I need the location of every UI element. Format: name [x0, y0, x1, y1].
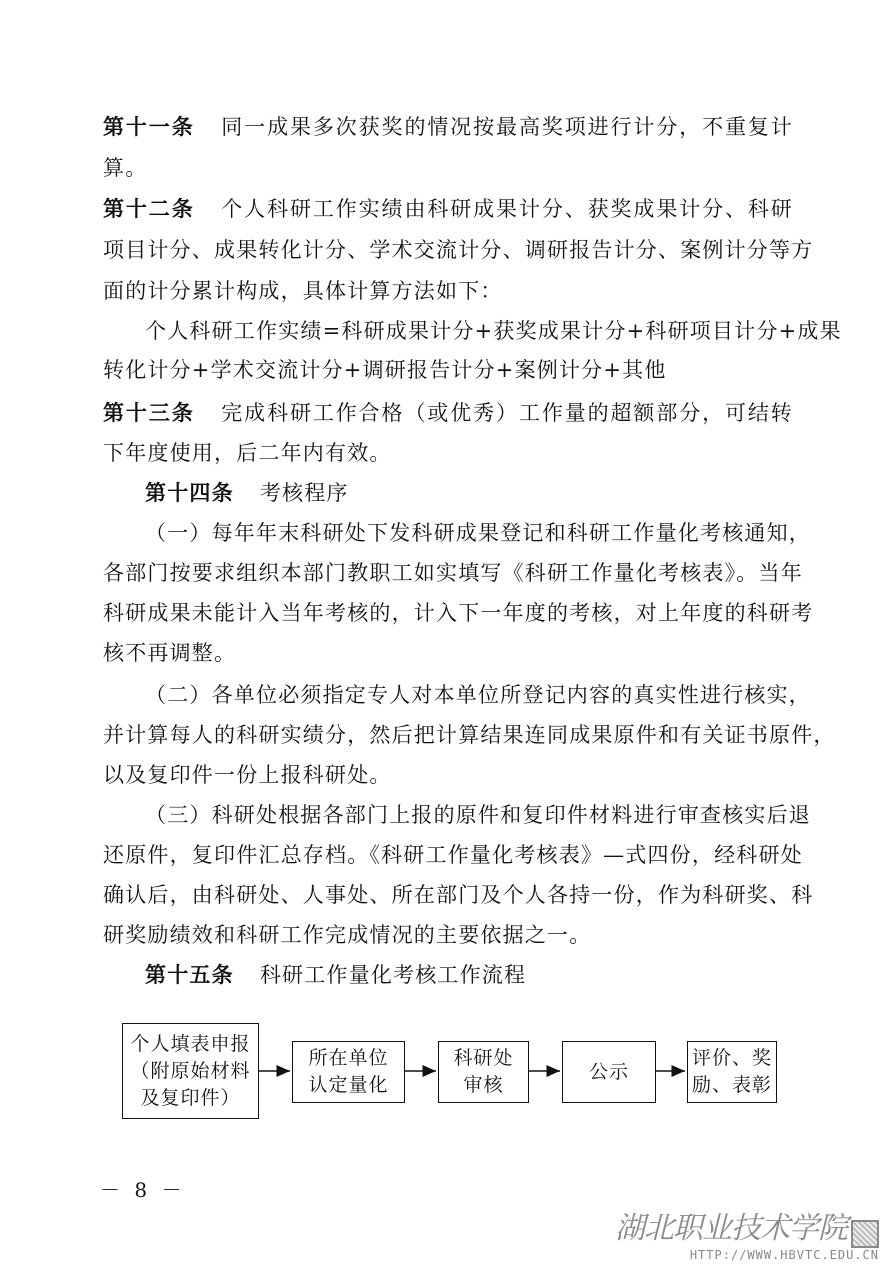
watermark-url: HTTP://WWW.HBVTC.EDU.CN: [689, 1247, 879, 1262]
article-14-p1-line-2: 各部门按要求组织本部门教职工如实填写《科研工作量化考核表》。当年: [103, 561, 803, 585]
formula-line-1: 个人科研工作实绩=科研成果计分+获奖成果计分+科研项目计分+成果: [145, 319, 842, 343]
article-14-p1-line-4: 核不再调整。: [103, 641, 237, 665]
flow-step-2-line-2: 认定量化: [308, 1074, 389, 1096]
flow-step-4-line-1: 公示: [588, 1060, 629, 1083]
flow-step-3-line-1: 科研处: [453, 1047, 514, 1069]
article-14-p1-line-3: 科研成果未能计入当年考核的，计入下一年度的考核，对上年度的科研考: [103, 601, 814, 625]
article-14-p3-line-3: 确认后，由科研处、人事处、所在部门及个人各持一份，作为科研奖、科: [103, 883, 814, 907]
seal-icon: [851, 1220, 879, 1248]
article-11-line-2: 算。: [103, 156, 148, 180]
article-13-line-2: 下年度使用，后二年内有效。: [103, 441, 392, 465]
flow-step-3-line-2: 审核: [463, 1074, 504, 1096]
article-13-heading: 第十三条: [103, 400, 195, 425]
flow-step-unit-verify: [292, 1041, 405, 1103]
article-14-p2-line-3: 以及复印件一份上报科研处。: [103, 763, 392, 787]
flow-step-1-line-3: 及复印件）: [140, 1086, 241, 1109]
flow-step-research-office-review: [438, 1041, 529, 1103]
article-11-text: 同一成果多次获奖的情况按最高奖项进行计分，不重复计: [220, 115, 793, 139]
watermark: [615, 1212, 879, 1262]
flow-step-publicize: [562, 1041, 656, 1103]
flow-step-1-line-2: （附原始材料: [130, 1059, 251, 1082]
watermark-name: 湖北职业技术学院: [615, 1211, 847, 1246]
article-14-heading: 第十四条: [145, 480, 234, 505]
article-15-title: 科研工作量化考核工作流程: [259, 963, 527, 987]
article-14-p3-line-2: 还原件，复印件汇总存档。《科研工作量化考核表》—式四份，经科研处: [103, 843, 803, 867]
article-13-text: 完成科研工作合格（或优秀）工作量的超额部分，可结转: [220, 401, 793, 425]
flow-step-1-line-1: 个人填表申报: [130, 1032, 251, 1055]
article-11-heading: 第十一条: [103, 114, 195, 139]
flow-step-5-line-1: 评价、奖: [691, 1047, 772, 1069]
article-14-p3-line-1: （三）科研处根据各部门上报的原件和复印件材料进行审查核实后退: [145, 803, 811, 827]
article-14-p2-line-1: （二）各单位必须指定专人对本单位所登记内容的真实性进行核实，: [145, 683, 811, 707]
article-12-heading: 第十二条: [103, 196, 195, 221]
article-12-line-3: 面的计分累计构成，具体计算方法如下：: [103, 279, 503, 303]
page-number: － 8 －: [100, 1178, 186, 1202]
flow-step-2-line-1: 所在单位: [308, 1047, 389, 1069]
flow-step-individual-report: [122, 1023, 259, 1119]
article-14-p2-line-2: 并计算每人的科研实绩分，然后把计算结果连同成果原件和有关证书原件，: [103, 723, 836, 747]
article-12-text: 个人科研工作实绩由科研成果计分、获奖成果计分、科研: [220, 197, 793, 221]
formula-line-2: 转化计分+学术交流计分+调研报告计分+案例计分+其他: [103, 358, 667, 382]
flow-step-5-line-2: 励、表彰: [691, 1074, 772, 1096]
article-15-heading: 第十五条: [145, 962, 234, 987]
article-14-p3-line-4: 研奖励绩效和科研工作完成情况的主要依据之一。: [103, 923, 592, 947]
flow-step-evaluate-reward: [687, 1041, 777, 1103]
article-14-p1-line-1: （一）每年年末科研处下发科研成果登记和科研工作量化考核通知，: [145, 521, 811, 545]
article-14-title: 考核程序: [259, 481, 349, 505]
article-12-line-2: 项目计分、成果转化计分、学术交流计分、调研报告计分、案例计分等方: [103, 238, 814, 262]
